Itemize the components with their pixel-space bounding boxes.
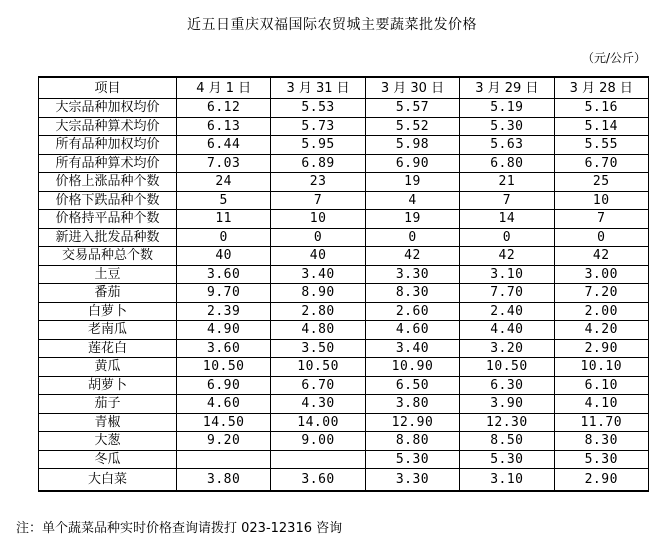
row-label: 冬瓜 [39, 450, 177, 469]
row-label: 老南瓜 [39, 321, 177, 340]
price-cell: 7 [460, 191, 554, 210]
table-row [39, 117, 649, 136]
price-cell: 10 [554, 191, 648, 210]
row-label: 番茄 [39, 284, 177, 303]
price-cell: 9.70 [177, 284, 271, 303]
price-cell: 6.80 [460, 154, 554, 173]
price-cell: 4.80 [271, 321, 365, 340]
row-label: 大白菜 [39, 469, 177, 492]
table-row [39, 376, 649, 395]
price-cell: 5.55 [554, 136, 648, 155]
price-cell: 3.80 [365, 395, 459, 414]
price-cell: 4.30 [271, 395, 365, 414]
price-cell: 3.20 [460, 339, 554, 358]
price-cell: 11 [177, 210, 271, 229]
price-cell: 6.90 [177, 376, 271, 395]
price-cell: 2.60 [365, 302, 459, 321]
price-cell: 14.00 [271, 413, 365, 432]
price-cell: 6.12 [177, 99, 271, 118]
price-cell: 40 [271, 247, 365, 266]
price-cell: 6.70 [271, 376, 365, 395]
price-cell: 5.52 [365, 117, 459, 136]
table-row [39, 413, 649, 432]
table-row [39, 302, 649, 321]
table-body [39, 99, 649, 492]
price-cell: 14.50 [177, 413, 271, 432]
price-cell: 6.30 [460, 376, 554, 395]
price-cell: 5.95 [271, 136, 365, 155]
price-cell: 7.70 [460, 284, 554, 303]
row-label: 黄瓜 [39, 358, 177, 377]
price-cell: 12.30 [460, 413, 554, 432]
price-cell: 5.30 [554, 450, 648, 469]
price-cell [271, 450, 365, 469]
price-cell: 23 [271, 173, 365, 192]
footnote: 注：单个蔬菜品种实时价格查询请拨打 023-12316 咨询 [16, 521, 343, 536]
price-cell [177, 450, 271, 469]
table-row [39, 265, 649, 284]
price-cell: 6.70 [554, 154, 648, 173]
row-label: 大宗品种算术均价 [39, 117, 177, 136]
table-row [39, 154, 649, 173]
price-cell: 10.90 [365, 358, 459, 377]
price-table [38, 76, 649, 492]
price-cell: 5.19 [460, 99, 554, 118]
price-cell: 3.30 [365, 469, 459, 492]
price-cell: 9.20 [177, 432, 271, 451]
table-row [39, 395, 649, 414]
header-item: 项目 [39, 77, 177, 99]
price-cell: 4.60 [365, 321, 459, 340]
price-cell: 5.30 [460, 117, 554, 136]
row-label: 白萝卜 [39, 302, 177, 321]
price-cell: 2.90 [554, 469, 648, 492]
header-date: 3 月 31 日 [271, 77, 365, 99]
price-cell: 0 [460, 228, 554, 247]
row-label: 莲花白 [39, 339, 177, 358]
price-cell: 7.03 [177, 154, 271, 173]
price-cell: 11.70 [554, 413, 648, 432]
price-cell: 3.30 [365, 265, 459, 284]
price-cell: 3.10 [460, 265, 554, 284]
price-cell: 19 [365, 173, 459, 192]
table-row [39, 210, 649, 229]
table-row [39, 339, 649, 358]
price-cell: 42 [365, 247, 459, 266]
price-cell: 10.10 [554, 358, 648, 377]
table-row [39, 432, 649, 451]
table-row [39, 173, 649, 192]
price-cell: 5.14 [554, 117, 648, 136]
price-cell: 6.50 [365, 376, 459, 395]
price-cell: 8.90 [271, 284, 365, 303]
row-label: 新进入批发品种数 [39, 228, 177, 247]
unit-label: （元/公斤） [581, 51, 646, 65]
header-date: 3 月 30 日 [365, 77, 459, 99]
price-cell: 42 [460, 247, 554, 266]
price-cell: 4.20 [554, 321, 648, 340]
price-cell: 5 [177, 191, 271, 210]
table-row [39, 450, 649, 469]
row-label: 价格持平品种个数 [39, 210, 177, 229]
price-cell: 2.40 [460, 302, 554, 321]
price-cell: 2.90 [554, 339, 648, 358]
row-label: 青椒 [39, 413, 177, 432]
price-cell: 0 [271, 228, 365, 247]
price-cell: 19 [365, 210, 459, 229]
price-cell: 6.90 [365, 154, 459, 173]
price-cell: 14 [460, 210, 554, 229]
row-label: 价格上涨品种个数 [39, 173, 177, 192]
price-cell: 42 [554, 247, 648, 266]
price-cell: 9.00 [271, 432, 365, 451]
price-cell: 5.16 [554, 99, 648, 118]
table-row [39, 228, 649, 247]
price-cell: 3.60 [177, 339, 271, 358]
price-cell: 8.50 [460, 432, 554, 451]
price-cell: 0 [177, 228, 271, 247]
price-cell: 10 [271, 210, 365, 229]
header-row [39, 77, 649, 99]
price-cell: 2.00 [554, 302, 648, 321]
table-row [39, 469, 649, 492]
price-cell: 3.80 [177, 469, 271, 492]
price-cell: 2.39 [177, 302, 271, 321]
price-cell: 3.40 [365, 339, 459, 358]
price-cell: 8.30 [554, 432, 648, 451]
row-label: 交易品种总个数 [39, 247, 177, 266]
price-cell: 3.60 [271, 469, 365, 492]
header-date: 4 月 1 日 [177, 77, 271, 99]
price-cell: 24 [177, 173, 271, 192]
price-cell: 3.60 [177, 265, 271, 284]
price-cell: 10.50 [271, 358, 365, 377]
price-cell: 5.53 [271, 99, 365, 118]
price-cell: 3.90 [460, 395, 554, 414]
price-cell: 0 [365, 228, 459, 247]
price-cell: 4.60 [177, 395, 271, 414]
price-cell: 4.10 [554, 395, 648, 414]
price-cell: 7 [554, 210, 648, 229]
price-cell: 21 [460, 173, 554, 192]
table-row [39, 321, 649, 340]
price-cell: 4 [365, 191, 459, 210]
price-cell: 5.98 [365, 136, 459, 155]
price-cell: 25 [554, 173, 648, 192]
price-cell: 6.13 [177, 117, 271, 136]
row-label: 茄子 [39, 395, 177, 414]
price-cell: 40 [177, 247, 271, 266]
row-label: 所有品种算术均价 [39, 154, 177, 173]
price-cell: 4.40 [460, 321, 554, 340]
row-label: 所有品种加权均价 [39, 136, 177, 155]
header-date: 3 月 28 日 [554, 77, 648, 99]
price-cell: 6.89 [271, 154, 365, 173]
price-cell: 12.90 [365, 413, 459, 432]
row-label: 大葱 [39, 432, 177, 451]
price-cell: 5.30 [460, 450, 554, 469]
table-row [39, 191, 649, 210]
price-cell: 3.10 [460, 469, 554, 492]
price-cell: 5.30 [365, 450, 459, 469]
row-label: 大宗品种加权均价 [39, 99, 177, 118]
table-row [39, 358, 649, 377]
price-cell: 7.20 [554, 284, 648, 303]
price-cell: 3.00 [554, 265, 648, 284]
price-cell: 5.57 [365, 99, 459, 118]
price-cell: 10.50 [460, 358, 554, 377]
row-label: 土豆 [39, 265, 177, 284]
price-cell: 5.73 [271, 117, 365, 136]
price-cell: 10.50 [177, 358, 271, 377]
row-label: 胡萝卜 [39, 376, 177, 395]
price-cell: 3.40 [271, 265, 365, 284]
table-row [39, 99, 649, 118]
header-date: 3 月 29 日 [460, 77, 554, 99]
price-cell: 6.10 [554, 376, 648, 395]
price-cell: 7 [271, 191, 365, 210]
price-cell: 6.44 [177, 136, 271, 155]
price-cell: 5.63 [460, 136, 554, 155]
page-title: 近五日重庆双福国际农贸城主要蔬菜批发价格 [187, 17, 477, 33]
price-cell: 4.90 [177, 321, 271, 340]
table-row [39, 136, 649, 155]
row-label: 价格下跌品种个数 [39, 191, 177, 210]
price-cell: 2.80 [271, 302, 365, 321]
table-row [39, 284, 649, 303]
table-row [39, 247, 649, 266]
price-cell: 0 [554, 228, 648, 247]
price-cell: 8.30 [365, 284, 459, 303]
price-cell: 3.50 [271, 339, 365, 358]
price-cell: 8.80 [365, 432, 459, 451]
